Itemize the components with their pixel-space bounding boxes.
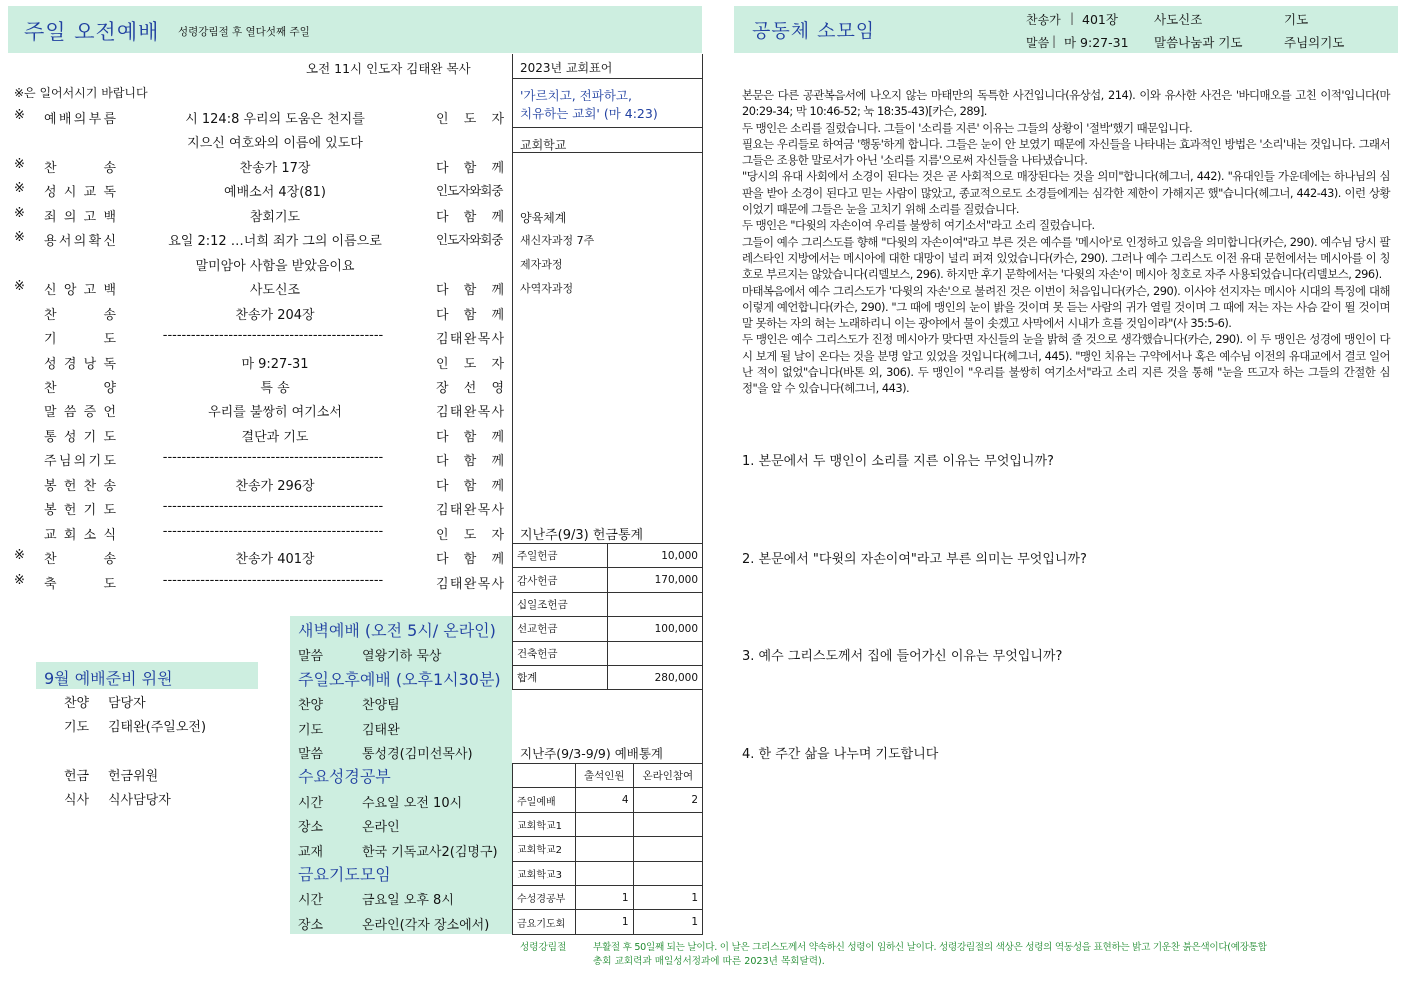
service-row (0, 422, 510, 446)
prep-value: 헌금위원 (108, 769, 159, 784)
item-name: 봉 헌 기 도 (44, 503, 116, 519)
service-subtitle: 성령강림절 후 열다섯째 주일 (178, 26, 310, 38)
offering-amount: 100,000 (608, 617, 703, 641)
item-content: 찬송가 204장 (235, 307, 315, 323)
item-leader: 인도자와회중 (436, 232, 503, 248)
attendance-row (513, 788, 703, 812)
prep-title-bar (36, 662, 258, 689)
service-row (0, 349, 510, 373)
item-content: ----------------------------------------------- (162, 499, 384, 515)
study-text (742, 87, 1390, 397)
attendance-header (513, 764, 576, 788)
footer-label: 성령강림절 (520, 942, 567, 953)
service-detail-value: 금요일 오후 8시 (362, 893, 454, 909)
item-leader: 다 함 께 (436, 307, 504, 323)
attendance-online: 1 (633, 910, 702, 934)
item-leader: 다 함 께 (436, 283, 504, 299)
question-3: 3. 예수 그리스도께서 집에 들어가신 이유는 무엇입니까? (742, 649, 1063, 664)
item-name: 용 서 의 확 신 (44, 234, 116, 250)
service-detail-label: 교재 (298, 844, 324, 860)
group-title: 공동체 소모임 (752, 20, 876, 42)
item-leader: 김 태 완 목 사 (436, 503, 504, 519)
offering-amount (608, 641, 703, 665)
stand-mark: ※ (14, 108, 25, 123)
creed: 사도신조 (1154, 12, 1203, 27)
item-leader: 김 태 완 목 사 (436, 332, 504, 348)
offering-amount: 280,000 (608, 665, 703, 689)
left-header (8, 6, 702, 53)
study-paragraph: 본문은 다른 공관복음서에 나오지 않는 마태만의 독특한 사건입니다(유상섭, 214). 이와 유사한 사건은 '바디매오를 고친 이적'입니다(마 20:29-34; 막 10:46-52; 눅 18:35-43)[카슨, 289]. (742, 88, 1390, 119)
attendance-online (633, 812, 702, 836)
service-detail-value: 김태완 (362, 722, 400, 738)
service-detail-value: 통성경(김미선목사) (362, 747, 473, 762)
item-content: ----------------------------------------------- (162, 450, 384, 466)
offering-label: 건축헌금 (513, 641, 608, 665)
service-detail-value: 온라인 (362, 820, 400, 836)
service-detail-label: 장소 (298, 917, 324, 933)
attendance-label: 교회학교2 (513, 837, 576, 861)
study-paragraph: 마태복음에서 예수 그리스도가 '다윗의 자손'으로 불려진 것은 이번이 처음입니다(카슨, 290). 이사야 선지자는 메시아 시대의 특징에 대해 이렇게 예언합니다(카슨, 290). "그 때에 맹인의 눈이 밝을 것이며 못 듣는 사람의 귀가 열릴 것이며 그 때에 저는 자는 사슴 같이 뛸 것이며 말 못하는 자의 혀는 노래하리니 이는 광야에서 물이 솟겠고 사막에서 시내가 흐를 것임이라"(사 35:5-6). (742, 283, 1390, 331)
item-name: 통 성 기 도 (44, 429, 116, 445)
service-row (0, 520, 510, 544)
question-2: 2. 본문에서 "다윗의 자손이여"라고 부른 의미는 무엇입니까? (742, 552, 1087, 567)
item-content: 특 송 (260, 380, 290, 396)
footer-line1: 부활절 후 50일째 되는 날이다. 이 날은 그리스도께서 약속하신 성령이 임하신 날이다. 성령강림절의 색상은 성령의 역동성을 표현하는 밝고 기운찬 붉은색이다(예장통합 (593, 942, 1267, 953)
offering-label: 선교헌금 (513, 617, 608, 641)
service-row (0, 226, 510, 250)
service-section-title: 새벽예배 (오전 5시/ 온라인) (298, 621, 496, 640)
right-header (734, 6, 1398, 53)
side-rule-2 (512, 127, 702, 128)
attendance-present: 1 (576, 885, 634, 909)
study-paragraph: 두 맹인은 "다윗의 자손이여 우리를 불쌍히 여기소서"라고 소리 질렀습니다. (742, 218, 1095, 233)
service-row (0, 300, 510, 324)
item-content: ----------------------------------------------- (162, 328, 384, 344)
service-detail-label: 말씀 (298, 747, 324, 762)
offering-amount: 170,000 (608, 568, 703, 592)
service-detail-value: 수요일 오전 10시 (362, 795, 463, 811)
item-name: 찬 양 (44, 380, 116, 396)
offering-table (512, 543, 703, 690)
item-content: 말미암아 사함을 받았음이요 (195, 258, 355, 274)
stand-note: ※은 일어서시기 바랍니다 (14, 86, 148, 100)
offering-label: 주일헌금 (513, 544, 608, 568)
service-row (0, 495, 510, 519)
service-detail-label: 시간 (298, 893, 324, 909)
prep-label: 찬양 (64, 696, 90, 711)
question-1: 1. 본문에서 두 맹인이 소리를 지른 이유는 무엇입니까? (742, 454, 1054, 469)
offering-title: 지난주(9/3) 헌금통계 (520, 528, 644, 543)
item-leader: 인 도 자 (436, 356, 504, 372)
item-name: 봉 헌 찬 송 (44, 478, 116, 494)
offering-row (513, 568, 703, 592)
service-row (0, 471, 510, 495)
offering-label: 합계 (513, 665, 608, 689)
offering-row (513, 641, 703, 665)
attendance-row (513, 837, 703, 861)
item-name: 찬 송 (44, 307, 116, 323)
hymn-label: 찬송가 (1026, 13, 1061, 27)
item-content: 참회기도 (249, 209, 301, 225)
item-leader: 인 도 자 (436, 527, 504, 543)
service-section-title: 금요기도모임 (298, 865, 391, 884)
attendance-online (633, 861, 702, 885)
item-content: 결단과 기도 (241, 429, 309, 445)
item-name: 찬 송 (44, 160, 116, 176)
offering-row (513, 617, 703, 641)
item-content: ----------------------------------------------- (162, 572, 384, 588)
offering-label: 십일조헌금 (513, 592, 608, 616)
item-leader: 인 도 자 (436, 112, 504, 127)
prep-row (64, 716, 206, 735)
training-item: 새신자과정 7주 (520, 234, 595, 247)
other-services (290, 616, 512, 934)
question-4: 4. 한 주간 삶을 나누며 기도합니다 (742, 747, 939, 762)
service-row (0, 373, 510, 397)
item-leader: 다 함 께 (436, 209, 504, 225)
item-name: 주 님 의 기 도 (44, 454, 116, 470)
item-content: 마 9:27-31 (241, 356, 309, 372)
item-content: 지으신 여호와의 이름에 있도다 (187, 136, 363, 152)
service-row (0, 324, 510, 348)
attendance-online (633, 837, 702, 861)
attendance-row (513, 861, 703, 885)
item-leader: 다 함 께 (436, 478, 504, 494)
attendance-present (576, 861, 634, 885)
lords-prayer: 주님의기도 (1284, 35, 1345, 50)
service-detail-value: 열왕기하 묵상 (362, 649, 442, 665)
word-sep: | (1052, 34, 1057, 48)
item-name: 축 도 (44, 576, 116, 592)
attendance-row (513, 885, 703, 909)
attendance-header: 온라인참여 (633, 764, 702, 788)
attendance-row (513, 910, 703, 934)
motto-line1: '가르치고, 전파하고, (520, 88, 632, 103)
training-label: 양육체계 (520, 211, 567, 225)
hymn-value: 401장 (1082, 12, 1118, 27)
attendance-header: 출석인원 (576, 764, 634, 788)
offering-amount (608, 592, 703, 616)
training-item: 사역자과정 (520, 282, 574, 295)
stand-mark: ※ (14, 572, 25, 588)
item-content: 찬송가 296장 (235, 478, 315, 494)
service-detail-label: 찬양 (298, 698, 324, 714)
attendance-present (576, 812, 634, 836)
panel-divider (512, 54, 513, 590)
prep-row (64, 789, 171, 808)
prep-label: 기도 (64, 720, 90, 735)
study-paragraph: 그들이 예수 그리스도를 향해 "다윗의 자손이여"라고 부른 것은 예수를 '메시아'로 인정하고 있음을 의미합니다(카슨, 290). 예수님 당시 팔레스타인 지방에서는 메시아에 대한 대망이 널리 퍼져 있었습니다(카슨, 290). 그러나 예수 그리스도 이전 유대 문헌에서는 메시아를 이 칭호로 부르지는 않았습니다(리델보스, 296). 하지만 후기 문학에서는 '다윗의 자손'이 메시아 칭호로 자주 사용되었습니다(리델보스, 296). (742, 234, 1390, 282)
item-content: 우리를 불쌍히 여기소서 (208, 405, 342, 421)
stand-mark: ※ (14, 279, 25, 295)
item-leader: 다 함 께 (436, 160, 504, 176)
prep-label: 식사 (64, 793, 90, 808)
item-name: 교 회 소 식 (44, 527, 116, 543)
item-name: 기 도 (44, 332, 116, 348)
service-row (0, 202, 510, 226)
attendance-label: 금요기도회 (513, 910, 576, 934)
item-content: ----------------------------------------------- (162, 523, 384, 539)
attendance-online: 1 (633, 885, 702, 909)
stand-mark: ※ (14, 205, 25, 221)
stand-mark: ※ (14, 156, 25, 172)
side-rule-1 (512, 78, 702, 79)
prep-value: 식사담당자 (108, 793, 171, 808)
stand-mark: ※ (14, 181, 25, 197)
item-leader: 김 태 완 목 사 (436, 576, 504, 592)
service-row (0, 569, 510, 593)
item-name: 예 배 의 부 름 (44, 112, 116, 127)
item-name: 성 시 교 독 (44, 185, 116, 201)
offering-row (513, 665, 703, 689)
prep-row (64, 765, 158, 784)
training-item: 제자과정 (520, 258, 563, 271)
attendance-present (576, 837, 634, 861)
footer-line2: 총회 교회력과 매일성서정과에 따른 2023년 목회달력). (593, 956, 825, 967)
prep-value: 담당자 (108, 696, 146, 711)
service-row (0, 104, 510, 128)
item-leader: 인도자와회중 (436, 183, 503, 199)
item-leader: 다 함 께 (436, 454, 504, 470)
service-detail-value: 찬양팀 (362, 698, 400, 714)
attendance-header-row (513, 764, 703, 788)
motto-title: 2023년 교회표어 (520, 61, 613, 75)
attendance-title: 지난주(9/3-9/9) 예배통계 (520, 746, 663, 761)
offering-amount: 10,000 (608, 544, 703, 568)
item-content: 사도신조 (249, 283, 301, 299)
service-row (0, 128, 510, 152)
stand-mark: ※ (14, 548, 25, 564)
service-detail-label: 기도 (298, 722, 324, 738)
item-content: 예배소서 4장(81) (224, 185, 326, 201)
service-title: 주일 오전예배 (24, 20, 160, 44)
item-leader: 김 태 완 목 사 (436, 405, 504, 421)
service-row (0, 397, 510, 421)
service-section-title: 수요성경공부 (298, 767, 391, 787)
item-name: 찬 송 (44, 552, 116, 568)
attendance-label: 주일예배 (513, 788, 576, 812)
prayer: 기도 (1284, 12, 1309, 27)
item-name: 성 경 낭 독 (44, 356, 116, 372)
hymn-sep: | (1070, 11, 1075, 25)
item-content: 요일 2:12 …너희 죄가 그의 이름으로 (168, 234, 382, 250)
attendance-label: 교회학교3 (513, 861, 576, 885)
attendance-label: 수성경공부 (513, 885, 576, 909)
attendance-row (513, 812, 703, 836)
study-paragraph: 필요는 우리들로 하여금 '행동'하게 합니다. 그들은 눈이 안 보였기 때문에 자신들을 나타내는 효과적인 방법은 '소리'내는 것입니다. 그래서 그들은 조용한 말로서가 아닌 '소리를 지름'으로써 자신들을 나타냈습니다. (742, 136, 1390, 168)
attendance-present: 1 (576, 910, 634, 934)
service-row (0, 446, 510, 470)
service-detail-label: 장소 (298, 820, 324, 836)
service-detail-label: 시간 (298, 795, 324, 811)
service-detail-label: 말씀 (298, 649, 324, 665)
service-row (0, 153, 510, 177)
offering-row (513, 592, 703, 616)
service-section-title: 주일오후예배 (오후1시30분) (298, 669, 501, 689)
service-order (0, 54, 512, 594)
service-detail-value: 온라인(각자 장소에서) (362, 917, 490, 933)
service-detail-value: 한국 기독교사2(김명구) (362, 844, 498, 860)
item-content: 찬송가 401장 (235, 552, 315, 568)
service-row (0, 177, 510, 201)
item-leader: 장 선 영 (436, 380, 504, 396)
motto-line2: 치유하는 교회' (마 4:23) (520, 106, 658, 121)
study-paragraph: 두 맹인은 예수 그리스도가 진정 메시아가 맞다면 자신들의 눈을 밝혀 줄 것으로 생각했습니다(카슨, 290). 이 두 맹인은 성경에 맹인이 다시 보게 될 날이 온다는 것을 분명 알고 있었을 것입니다(헤그너, 445). "맹인 치유는 구약에서나 혹은 예수님 이전의 유대교에서 결코 일어난 적이 없었"습니다(바톤 외, 306). 두 맹인이 "우리를 불쌍히 여기소서"라고 소리 지른 것을 통해 "눈을 뜨고자 하는 그들의 간절한 심정"을 알 수 있습니다(헤그너, 443). (742, 332, 1390, 396)
item-content: 찬송가 17장 (239, 160, 311, 176)
service-row (0, 251, 510, 275)
item-leader: 다 함 께 (436, 429, 504, 445)
item-leader: 다 함 께 (436, 552, 504, 568)
word-value: 마 9:27-31 (1064, 35, 1129, 50)
attendance-label: 교회학교1 (513, 812, 576, 836)
offering-label: 감사헌금 (513, 568, 608, 592)
prep-value: 김태완(주일오전) (108, 720, 207, 735)
word-label: 말씀 (1026, 36, 1050, 50)
school-label: 교회학교 (520, 138, 567, 152)
attendance-table (512, 763, 703, 935)
attendance-present: 4 (576, 788, 634, 812)
item-content: 시 124:8 우리의 도움은 천지를 (185, 112, 365, 127)
item-name: 죄 의 고 백 (44, 209, 116, 225)
service-row (0, 275, 510, 299)
prep-title: 9월 예배준비 위원 (44, 669, 173, 688)
offering-row (513, 544, 703, 568)
prep-label: 헌금 (64, 769, 90, 784)
attendance-online: 2 (633, 788, 702, 812)
stand-mark: ※ (14, 230, 25, 246)
prep-row (64, 692, 146, 711)
study-paragraph: 두 맹인은 소리를 질렀습니다. 그들이 '소리를 지른' 이유는 그들의 상황이 '절박'했기 때문입니다. (742, 120, 1193, 135)
study-paragraph: "당시의 유대 사회에서 소경이 된다는 것은 곧 사회적으로 매장된다는 것을 의미"합니다(헤그너, 442). "유대인들 가운데에는 하나님의 심판을 받아 소경이 된다고 믿는 사람이 많았고, 종교적으로도 소경들에게는 심각한 제한이 가해지곤 했"습니다(헤그너, 442-43). 이런 상황이었기 때문에 그들은 눈을 고치기 위해 소리를 질렀습니다. (742, 169, 1390, 217)
item-name: 신 앙 고 백 (44, 283, 116, 299)
time-leader: 오전 11시 인도자 김태완 목사 (306, 61, 471, 76)
service-row (0, 544, 510, 568)
sharing: 말씀나눔과 기도 (1154, 35, 1243, 50)
item-name: 말 씀 증 언 (44, 405, 116, 421)
